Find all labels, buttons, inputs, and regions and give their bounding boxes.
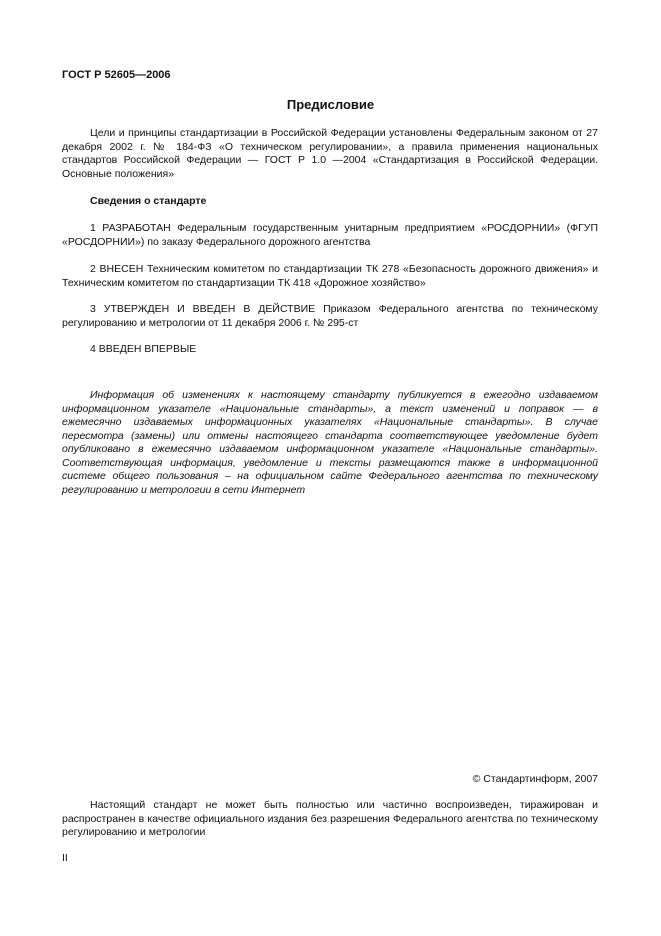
info-item-1: 1 РАЗРАБОТАН Федеральным государственным унитарным предприятием «РОСДОРНИИ» (ФГУП «РОСДОРНИИ») по заказу Федерального дорожного агентства [62,222,598,248]
page-number: II [62,852,68,864]
reproduction-notice: Настоящий стандарт не может быть полностью или частично воспроизведен, тиражирован и распространен в качестве официального издания без разрешения Федерального агентства по техническому регулированию и метрологии [62,799,598,838]
preface-heading: Предисловие [286,97,375,112]
changes-notice: Информация об изменениях к настоящему стандарту публикуется в ежегодно издаваемом информационном указателе «Национальные стандарты», а текст изменений и поправок — в ежемесячно издаваемых информационных указателях «Национальные стандарты». В случае пересмотра (замены) или отмены настоящего стандарта соответствующее уведомление будет опубликовано в ежемесячно издаваемом информационном указателе «Национальные стандарты». Соответствующая информация, уведомление и тексты размещаются также в информационной системе общего пользования – на официальном сайте Федерального агентства по техническому регулированию и метрологии в сети Интернет [62,389,598,496]
info-item-2: 2 ВНЕСЕН Техническим комитетом по стандартизации ТК 278 «Безопасность дорожного движения» и Техническим комитетом по стандартизации ТК 418 «Дорожное хозяйство» [62,263,598,289]
preface-paragraph: Цели и принципы стандартизации в Российской Федерации установлены Федеральным законом от 27 декабря 2002 г. № 184-ФЗ «О техническом регулировании», а правила применения национальных стандартов Российской Федерации — ГОСТ Р 1.0 —2004 «Стандартизация в Российской Федерации. Основные положения» [62,127,598,180]
standard-info-heading: Сведения о стандарте [90,195,207,207]
document-code: ГОСТ Р 52605—2006 [62,69,171,81]
info-item-3: 3 УТВЕРЖДЕН И ВВЕДЕН В ДЕЙСТВИЕ Приказом Федерального агентства по техническому регулированию и метрологии от 11 декабря 2006 г. № 295-ст [62,303,598,329]
info-item-4: 4 ВВЕДЕН ВПЕРВЫЕ [90,343,197,355]
copyright-line: © Стандартинформ, 2007 [472,773,598,785]
